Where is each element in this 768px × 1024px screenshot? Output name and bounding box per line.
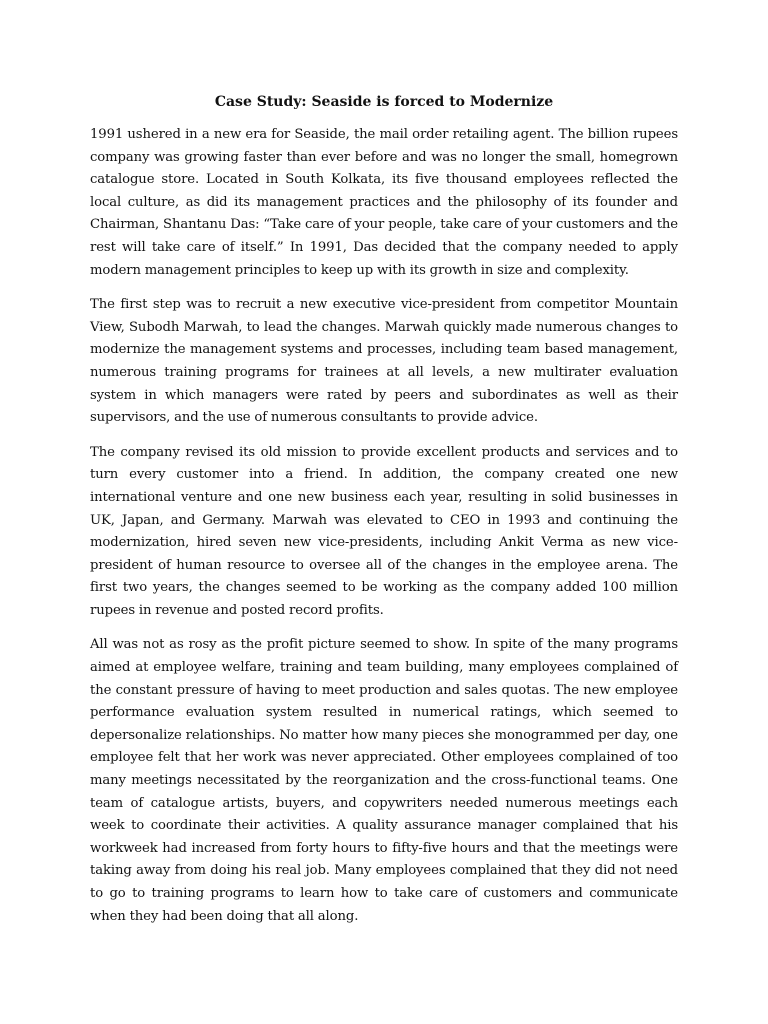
paragraph-4: All was not as rosy as the profit picture seemed to show. In spite of the many programs aimed at employee welfare, training and team building, many employees complained of the constant pressure of having to meet production and sales quotas. The new employee performance evaluation system resulted in numerical ratings, which seemed to depersonalize relationships. No matter how many pieces she monogrammed per day, one employee felt that her work was never appreciated. Other employees complained of too many meetings necessitated by the reorganization and the cross-functional teams. One team of catalogue artists, buyers, and copywriters needed numerous meetings each week to coordinate their activities. A quality assurance manager complained that his workweek had increased from forty hours to fifty-five hours and that the meetings were taking away from doing his real job. Many employees complained that they did not need to go to training programs to learn how to take care of customers and communicate when they had been doing that all along. — [90, 637, 678, 924]
paragraph-3: The company revised its old mission to provide excellent products and services and to turn every customer into a friend. In addition, the company created one new international venture and one new business each year, resulting in solid businesses in UK, Japan, and Germany. Marwah was elevated to CEO in 1993 and continuing the modernization, hired seven new vice-presidents, including Ankit Verma as new vice-president of human resource to oversee all of the changes in the employee arena. The first two years, the changes seemed to be working as the company added 100 million rupees in revenue and posted record profits. — [90, 444, 678, 618]
document-title: Case Study: Seaside is forced to Modernize — [214, 94, 554, 110]
document-page — [90, 92, 678, 940]
paragraph-2: The first step was to recruit a new executive vice-president from competitor Mountain View, Subodh Marwah, to lead the changes. Marwah quickly made numerous changes to modernize the management systems and processes, including team based management, numerous training programs for trainees at all levels, a new multirater evaluation system in which managers were rated by peers and subordinates as well as their supervisors, and the use of numerous consultants to provide advice. — [90, 297, 678, 426]
paragraph-1: 1991 ushered in a new era for Seaside, the mail order retailing agent. The billion rupees company was growing faster than ever before and was no longer the small, homegrown catalogue store. Located in South Kolkata, its five thousand employees reflected the local culture, as did its management practices and the philosophy of its founder and Chairman, Shantanu Das: “Take care of your people, take care of your customers and the rest will take care of itself.” In 1991, Das decided that the company needed to apply modern management principles to keep up with its growth in size and complexity. — [90, 127, 678, 278]
